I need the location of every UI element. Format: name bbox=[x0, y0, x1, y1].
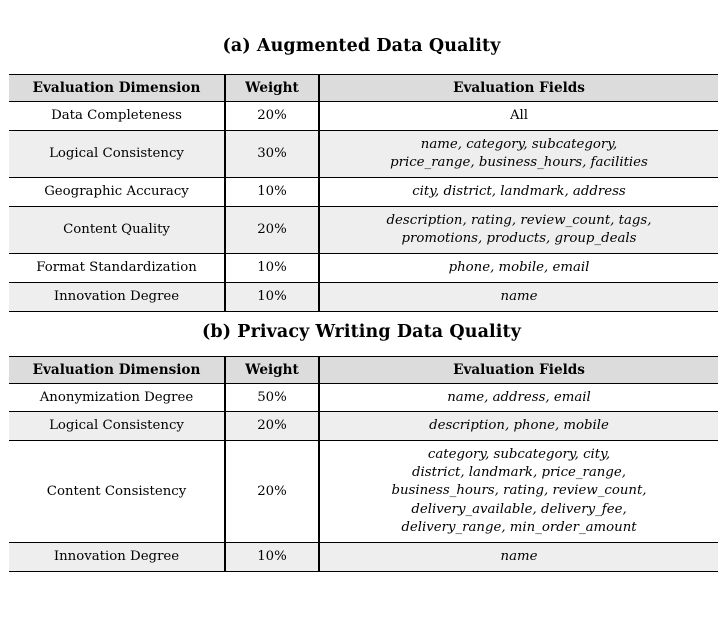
cell-fields: name bbox=[500, 289, 538, 305]
cell-weight: 30% bbox=[257, 146, 287, 162]
cell-fields: name, address, email bbox=[447, 389, 591, 405]
cell-fields-line: category, subcategory, city, bbox=[427, 446, 611, 462]
table-a-caption: (a) Augmented Data Quality bbox=[222, 36, 501, 56]
cell-weight: 20% bbox=[257, 108, 287, 123]
cell-fields bbox=[320, 441, 718, 543]
table-a-col-dimension: Evaluation Dimension bbox=[9, 75, 225, 102]
cell-fields: description, phone, mobile bbox=[429, 418, 609, 434]
table-b-col-fields: Evaluation Fields bbox=[319, 356, 718, 383]
cell-dimension: Logical Consistency bbox=[49, 146, 184, 162]
table-row bbox=[9, 102, 718, 131]
cell-weight: 10% bbox=[257, 289, 287, 305]
cell-weight: 50% bbox=[257, 389, 287, 405]
cell-fields-line: description, rating, review_count, tags, bbox=[386, 212, 652, 228]
cell-dimension: Logical Consistency bbox=[49, 418, 184, 434]
cell-fields: phone, mobile, email bbox=[448, 260, 590, 276]
table-row bbox=[9, 283, 718, 312]
table-b-header-row bbox=[9, 356, 718, 383]
cell-dimension: Innovation Degree bbox=[53, 289, 180, 305]
table-row bbox=[9, 206, 718, 254]
cell-dimension: Content Quality bbox=[63, 222, 170, 238]
table-row bbox=[9, 254, 718, 283]
table-row bbox=[9, 178, 718, 207]
cell-fields bbox=[320, 207, 718, 254]
cell-fields-line: delivery_available, delivery_fee, bbox=[411, 501, 627, 517]
cell-fields: name bbox=[500, 549, 538, 565]
cell-fields-line: name, category, subcategory, bbox=[420, 136, 618, 152]
table-privacy-writing-data-quality bbox=[9, 356, 718, 572]
table-row bbox=[9, 383, 718, 412]
cell-weight: 10% bbox=[257, 549, 287, 565]
cell-fields-line: promotions, products, group_deals bbox=[401, 231, 637, 247]
cell-weight: 20% bbox=[257, 483, 287, 499]
table-b-col-dimension: Evaluation Dimension bbox=[9, 356, 225, 383]
table-a-col-fields: Evaluation Fields bbox=[319, 75, 718, 102]
cell-fields bbox=[320, 131, 718, 178]
table-a-header bbox=[9, 75, 718, 102]
cell-weight: 20% bbox=[257, 222, 287, 238]
cell-fields-line: district, landmark, price_range, bbox=[412, 465, 626, 480]
table-a-col-weight: Weight bbox=[225, 75, 319, 102]
table-row bbox=[9, 440, 718, 543]
table-row bbox=[9, 412, 718, 441]
cell-fields-line: delivery_range, min_order_amount bbox=[401, 520, 637, 536]
cell-dimension: Content Consistency bbox=[46, 483, 187, 499]
cell-dimension: Geographic Accuracy bbox=[44, 184, 189, 200]
table-row bbox=[9, 130, 718, 178]
cell-fields-line: price_range, business_hours, facilities bbox=[390, 154, 648, 170]
paper-table-figure bbox=[0, 36, 723, 629]
cell-weight: 10% bbox=[257, 184, 287, 200]
table-augmented-data-quality bbox=[9, 74, 718, 312]
table-a-header-row bbox=[9, 75, 718, 102]
cell-dimension: Format Standardization bbox=[36, 260, 197, 276]
table-row bbox=[9, 543, 718, 572]
cell-weight: 20% bbox=[257, 418, 287, 434]
table-b-header bbox=[9, 356, 718, 383]
cell-dimension: Anonymization Degree bbox=[39, 389, 194, 405]
cell-dimension: Data Completeness bbox=[51, 108, 182, 123]
table-b-caption: (b) Privacy Writing Data Quality bbox=[202, 321, 521, 342]
cell-fields-line: business_hours, rating, review_count, bbox=[391, 483, 647, 499]
cell-weight: 10% bbox=[257, 260, 287, 276]
table-a-body bbox=[9, 102, 718, 312]
table-b-col-weight: Weight bbox=[225, 356, 319, 383]
cell-fields: All bbox=[509, 108, 529, 123]
cell-dimension: Innovation Degree bbox=[53, 549, 180, 565]
cell-fields: city, district, landmark, address bbox=[412, 184, 626, 200]
table-b-body bbox=[9, 383, 718, 571]
